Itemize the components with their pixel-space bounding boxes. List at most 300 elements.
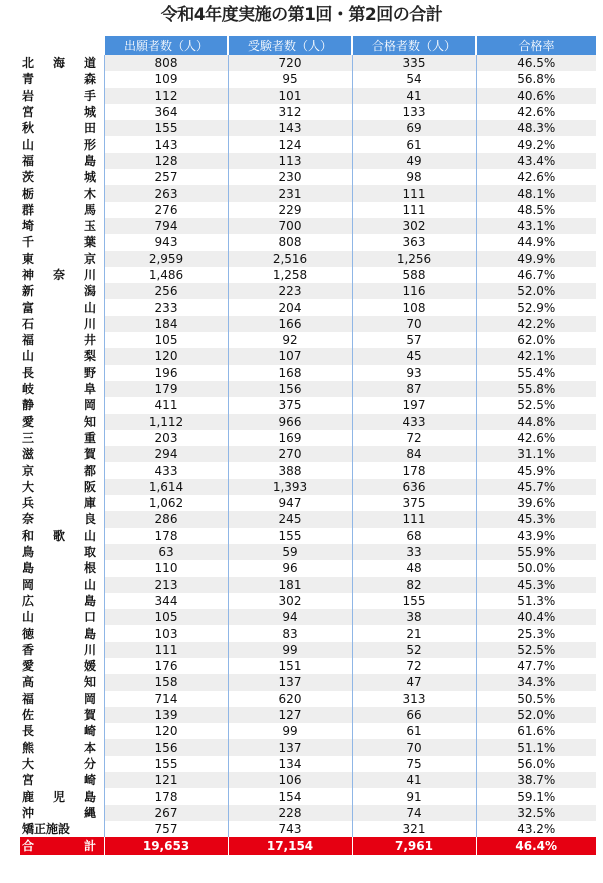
examinees-cell: 700	[228, 218, 352, 234]
passed-cell: 45	[352, 348, 476, 364]
examinees-cell: 229	[228, 202, 352, 218]
region-name: 広 島	[22, 593, 96, 608]
table-row	[20, 739, 596, 755]
region-cell	[20, 593, 104, 609]
applicants-cell: 286	[104, 511, 228, 527]
region-name: 大 阪	[22, 479, 96, 494]
region-name: 新 潟	[22, 284, 96, 299]
passed-cell: 66	[352, 707, 476, 723]
region-cell	[20, 446, 104, 462]
applicants-cell: 111	[104, 642, 228, 658]
examinees-cell: 113	[228, 153, 352, 169]
examinees-cell: 947	[228, 495, 352, 511]
examinees-cell: 166	[228, 316, 352, 332]
applicants-cell: 1,112	[104, 414, 228, 430]
applicants-cell: 757	[104, 821, 228, 837]
pass-rate-cell: 49.9%	[476, 251, 596, 267]
examinees-cell: 127	[228, 707, 352, 723]
applicants-cell: 178	[104, 788, 228, 804]
pass-rate-cell: 55.4%	[476, 365, 596, 381]
passed-cell: 33	[352, 544, 476, 560]
examinees-cell: 155	[228, 528, 352, 544]
pass-rate-cell: 42.6%	[476, 169, 596, 185]
region-cell	[20, 71, 104, 87]
region-cell	[20, 528, 104, 544]
applicants-cell: 109	[104, 71, 228, 87]
region-cell	[20, 365, 104, 381]
examinees-cell: 94	[228, 609, 352, 625]
applicants-cell: 179	[104, 381, 228, 397]
region-name: 長 野	[22, 365, 96, 380]
passed-cell: 87	[352, 381, 476, 397]
pass-rate-cell: 43.9%	[476, 528, 596, 544]
applicants-cell: 184	[104, 316, 228, 332]
total-label: 合 計	[20, 837, 104, 855]
passed-cell: 363	[352, 234, 476, 250]
header-applicants: 出願者数（人）	[104, 36, 228, 55]
region-cell	[20, 560, 104, 576]
table-row	[20, 593, 596, 609]
examinees-cell: 92	[228, 332, 352, 348]
region-name: 福 島	[22, 153, 96, 168]
applicants-cell: 178	[104, 528, 228, 544]
passed-cell: 375	[352, 495, 476, 511]
region-cell	[20, 658, 104, 674]
pass-rate-cell: 52.9%	[476, 299, 596, 315]
pass-rate-cell: 42.2%	[476, 316, 596, 332]
pass-rate-cell: 61.6%	[476, 723, 596, 739]
pass-rate-cell: 38.7%	[476, 772, 596, 788]
passed-cell: 133	[352, 104, 476, 120]
applicants-cell: 794	[104, 218, 228, 234]
table-row	[20, 348, 596, 364]
region-cell	[20, 414, 104, 430]
passed-cell: 313	[352, 691, 476, 707]
pass-rate-cell: 50.5%	[476, 691, 596, 707]
pass-rate-cell: 40.6%	[476, 88, 596, 104]
region-cell	[20, 707, 104, 723]
examinees-cell: 134	[228, 756, 352, 772]
passed-cell: 111	[352, 185, 476, 201]
pass-rate-cell: 44.8%	[476, 414, 596, 430]
examinees-cell: 151	[228, 658, 352, 674]
examinees-cell: 245	[228, 511, 352, 527]
pass-rate-cell: 48.1%	[476, 185, 596, 201]
table-row	[20, 332, 596, 348]
region-cell	[20, 772, 104, 788]
applicants-cell: 411	[104, 397, 228, 413]
table-row	[20, 560, 596, 576]
passed-cell: 108	[352, 299, 476, 315]
region-name: 静 岡	[22, 398, 96, 413]
examinees-cell: 99	[228, 642, 352, 658]
table-row	[20, 251, 596, 267]
region-name: 兵 庫	[22, 496, 96, 511]
table-row	[20, 430, 596, 446]
region-cell	[20, 88, 104, 104]
header-examinees: 受験者数（人）	[228, 36, 352, 55]
examinees-cell: 1,258	[228, 267, 352, 283]
pass-rate-cell: 45.3%	[476, 577, 596, 593]
region-name: 富 山	[22, 300, 96, 315]
pass-rate-cell: 45.3%	[476, 511, 596, 527]
table-row	[20, 511, 596, 527]
region-cell	[20, 495, 104, 511]
passed-cell: 52	[352, 642, 476, 658]
table-row	[20, 642, 596, 658]
region-name: 山 形	[22, 137, 96, 152]
region-cell	[20, 756, 104, 772]
region-cell	[20, 202, 104, 218]
passed-cell: 41	[352, 772, 476, 788]
region-cell	[20, 723, 104, 739]
applicants-cell: 110	[104, 560, 228, 576]
region-name: 奈 良	[22, 512, 96, 527]
passed-cell: 82	[352, 577, 476, 593]
applicants-cell: 1,486	[104, 267, 228, 283]
total-row	[20, 837, 596, 855]
table-row	[20, 788, 596, 804]
examinees-cell: 388	[228, 462, 352, 478]
pass-rate-cell: 46.5%	[476, 55, 596, 71]
pass-rate-cell: 51.3%	[476, 593, 596, 609]
applicants-cell: 112	[104, 88, 228, 104]
examinees-cell: 107	[228, 348, 352, 364]
pass-rate-cell: 45.7%	[476, 479, 596, 495]
region-cell	[20, 691, 104, 707]
examinees-cell: 106	[228, 772, 352, 788]
examinees-cell: 96	[228, 560, 352, 576]
applicants-cell: 120	[104, 348, 228, 364]
passed-cell: 155	[352, 593, 476, 609]
applicants-cell: 121	[104, 772, 228, 788]
table-row	[20, 414, 596, 430]
region-cell	[20, 251, 104, 267]
region-name: 高 知	[22, 675, 96, 690]
region-name: 沖 縄	[22, 805, 96, 820]
examinees-cell: 375	[228, 397, 352, 413]
passed-cell: 57	[352, 332, 476, 348]
region-name: 山 口	[22, 610, 96, 625]
pass-rate-cell: 45.9%	[476, 462, 596, 478]
applicants-cell: 344	[104, 593, 228, 609]
pass-rate-cell: 47.7%	[476, 658, 596, 674]
examinees-cell: 743	[228, 821, 352, 837]
passed-cell: 111	[352, 202, 476, 218]
region-name: 熊 本	[22, 740, 96, 755]
passed-cell: 302	[352, 218, 476, 234]
table-row	[20, 707, 596, 723]
region-name: 石 川	[22, 316, 96, 331]
region-name: 大 分	[22, 756, 96, 771]
region-cell	[20, 577, 104, 593]
region-name: 鹿 児 島	[22, 789, 96, 804]
region-name: 岡 山	[22, 577, 96, 592]
passed-cell: 61	[352, 136, 476, 152]
table-row	[20, 283, 596, 299]
passed-cell: 72	[352, 658, 476, 674]
examinees-cell: 228	[228, 805, 352, 821]
applicants-cell: 103	[104, 625, 228, 641]
pass-rate-cell: 56.8%	[476, 71, 596, 87]
applicants-cell: 276	[104, 202, 228, 218]
applicants-cell: 105	[104, 609, 228, 625]
pass-rate-cell: 52.5%	[476, 642, 596, 658]
examinees-cell: 137	[228, 739, 352, 755]
region-name: 岩 手	[22, 88, 96, 103]
table-row	[20, 462, 596, 478]
applicants-cell: 176	[104, 658, 228, 674]
header-blank	[20, 36, 104, 55]
region-name: 矯 正 施 設	[22, 822, 71, 837]
region-name: 東 京	[22, 251, 96, 266]
region-name: 茨 城	[22, 170, 96, 185]
region-name: 山 梨	[22, 349, 96, 364]
applicants-cell: 267	[104, 805, 228, 821]
table-row	[20, 821, 596, 837]
table-row	[20, 381, 596, 397]
pass-rate-cell: 34.3%	[476, 674, 596, 690]
examinees-cell: 312	[228, 104, 352, 120]
table-row	[20, 88, 596, 104]
applicants-cell: 203	[104, 430, 228, 446]
table-row	[20, 316, 596, 332]
total-examinees: 17,154	[228, 837, 352, 855]
region-cell	[20, 397, 104, 413]
table-row	[20, 495, 596, 511]
table-row	[20, 218, 596, 234]
pass-rate-cell: 42.6%	[476, 104, 596, 120]
region-name: 三 重	[22, 430, 96, 445]
region-name: 愛 媛	[22, 659, 96, 674]
table-row	[20, 446, 596, 462]
region-cell	[20, 430, 104, 446]
region-name: 徳 島	[22, 626, 96, 641]
pass-rate-cell: 62.0%	[476, 332, 596, 348]
passed-cell: 91	[352, 788, 476, 804]
region-name: 宮 崎	[22, 773, 96, 788]
region-cell	[20, 821, 104, 837]
passed-cell: 636	[352, 479, 476, 495]
region-cell	[20, 185, 104, 201]
pass-rate-cell: 51.1%	[476, 739, 596, 755]
region-cell	[20, 609, 104, 625]
applicants-cell: 120	[104, 723, 228, 739]
table-row	[20, 104, 596, 120]
region-name: 島 根	[22, 561, 96, 576]
region-name: 和 歌 山	[22, 528, 96, 543]
applicants-cell: 1,062	[104, 495, 228, 511]
pass-rate-cell: 40.4%	[476, 609, 596, 625]
applicants-cell: 2,959	[104, 251, 228, 267]
passed-cell: 74	[352, 805, 476, 821]
applicants-cell: 63	[104, 544, 228, 560]
examinees-cell: 302	[228, 593, 352, 609]
passed-cell: 1,256	[352, 251, 476, 267]
region-name: 佐 賀	[22, 708, 96, 723]
table-row	[20, 55, 596, 71]
region-cell	[20, 479, 104, 495]
table-row	[20, 723, 596, 739]
examinees-cell: 230	[228, 169, 352, 185]
examinees-cell: 154	[228, 788, 352, 804]
examinees-cell: 83	[228, 625, 352, 641]
region-cell	[20, 104, 104, 120]
region-name: 宮 城	[22, 105, 96, 120]
pass-rate-cell: 55.8%	[476, 381, 596, 397]
region-cell	[20, 511, 104, 527]
table-row	[20, 609, 596, 625]
total-applicants: 19,653	[104, 837, 228, 855]
examinees-cell: 808	[228, 234, 352, 250]
region-name: 神 奈 川	[22, 268, 96, 282]
region-cell	[20, 332, 104, 348]
region-cell	[20, 674, 104, 690]
applicants-cell: 196	[104, 365, 228, 381]
passed-cell: 54	[352, 71, 476, 87]
examinees-cell: 966	[228, 414, 352, 430]
header-pass-rate: 合格率	[476, 36, 596, 55]
applicants-cell: 155	[104, 756, 228, 772]
examinees-cell: 95	[228, 71, 352, 87]
region-name: 福 岡	[22, 691, 96, 706]
region-cell	[20, 136, 104, 152]
table-row	[20, 136, 596, 152]
passed-cell: 197	[352, 397, 476, 413]
applicants-cell: 155	[104, 120, 228, 136]
passed-cell: 61	[352, 723, 476, 739]
region-cell	[20, 462, 104, 478]
applicants-cell: 808	[104, 55, 228, 71]
region-cell	[20, 381, 104, 397]
examinees-cell: 204	[228, 299, 352, 315]
examinees-cell: 181	[228, 577, 352, 593]
pass-rate-cell: 43.1%	[476, 218, 596, 234]
applicants-cell: 139	[104, 707, 228, 723]
examinees-cell: 156	[228, 381, 352, 397]
passed-cell: 38	[352, 609, 476, 625]
region-cell	[20, 169, 104, 185]
table-row	[20, 674, 596, 690]
passed-cell: 41	[352, 88, 476, 104]
region-name: 埼 玉	[22, 219, 96, 234]
examinees-cell: 231	[228, 185, 352, 201]
applicants-cell: 294	[104, 446, 228, 462]
examinees-cell: 620	[228, 691, 352, 707]
passed-cell: 68	[352, 528, 476, 544]
table-row	[20, 544, 596, 560]
total-pass-rate: 46.4%	[476, 837, 596, 855]
region-name: 岐 阜	[22, 382, 96, 397]
region-cell	[20, 234, 104, 250]
pass-rate-cell: 55.9%	[476, 544, 596, 560]
region-cell	[20, 739, 104, 755]
table-row	[20, 756, 596, 772]
region-cell	[20, 805, 104, 821]
results-table	[20, 36, 596, 855]
table-row	[20, 577, 596, 593]
total-passed: 7,961	[352, 837, 476, 855]
applicants-cell: 233	[104, 299, 228, 315]
pass-rate-cell: 59.1%	[476, 788, 596, 804]
examinees-cell: 223	[228, 283, 352, 299]
header-row	[20, 36, 596, 55]
region-cell	[20, 55, 104, 71]
applicants-cell: 105	[104, 332, 228, 348]
region-cell	[20, 788, 104, 804]
region-name: 長 崎	[22, 724, 96, 739]
applicants-cell: 143	[104, 136, 228, 152]
region-name: 福 井	[22, 333, 96, 348]
pass-rate-cell: 52.0%	[476, 707, 596, 723]
pass-rate-cell: 48.5%	[476, 202, 596, 218]
passed-cell: 178	[352, 462, 476, 478]
region-name: 千 葉	[22, 235, 96, 250]
applicants-cell: 257	[104, 169, 228, 185]
applicants-cell: 433	[104, 462, 228, 478]
applicants-cell: 943	[104, 234, 228, 250]
passed-cell: 72	[352, 430, 476, 446]
table-row	[20, 71, 596, 87]
region-cell	[20, 218, 104, 234]
pass-rate-cell: 52.0%	[476, 283, 596, 299]
applicants-cell: 263	[104, 185, 228, 201]
region-name: 群 馬	[22, 202, 96, 217]
applicants-cell: 256	[104, 283, 228, 299]
examinees-cell: 59	[228, 544, 352, 560]
region-name: 秋 田	[22, 121, 96, 136]
region-cell	[20, 283, 104, 299]
table-row	[20, 528, 596, 544]
region-cell	[20, 642, 104, 658]
examinees-cell: 720	[228, 55, 352, 71]
examinees-cell: 99	[228, 723, 352, 739]
region-cell	[20, 299, 104, 315]
region-name: 京 都	[22, 463, 96, 478]
region-cell	[20, 316, 104, 332]
region-cell	[20, 120, 104, 136]
region-cell	[20, 544, 104, 560]
examinees-cell: 101	[228, 88, 352, 104]
passed-cell: 93	[352, 365, 476, 381]
examinees-cell: 168	[228, 365, 352, 381]
table-row	[20, 365, 596, 381]
table-row	[20, 658, 596, 674]
examinees-cell: 2,516	[228, 251, 352, 267]
examinees-cell: 270	[228, 446, 352, 462]
applicants-cell: 364	[104, 104, 228, 120]
table-row	[20, 805, 596, 821]
pass-rate-cell: 25.3%	[476, 625, 596, 641]
region-name: 香 川	[22, 642, 96, 657]
passed-cell: 70	[352, 316, 476, 332]
region-name: 滋 賀	[22, 447, 96, 462]
pass-rate-cell: 43.2%	[476, 821, 596, 837]
pass-rate-cell: 52.5%	[476, 397, 596, 413]
pass-rate-cell: 39.6%	[476, 495, 596, 511]
table-row	[20, 234, 596, 250]
header-passed: 合格者数（人）	[352, 36, 476, 55]
region-name: 愛 知	[22, 414, 96, 429]
region-cell	[20, 348, 104, 364]
pass-rate-cell: 50.0%	[476, 560, 596, 576]
table-row	[20, 772, 596, 788]
passed-cell: 75	[352, 756, 476, 772]
passed-cell: 111	[352, 511, 476, 527]
region-name: 青 森	[22, 72, 96, 87]
table-row	[20, 202, 596, 218]
applicants-cell: 158	[104, 674, 228, 690]
